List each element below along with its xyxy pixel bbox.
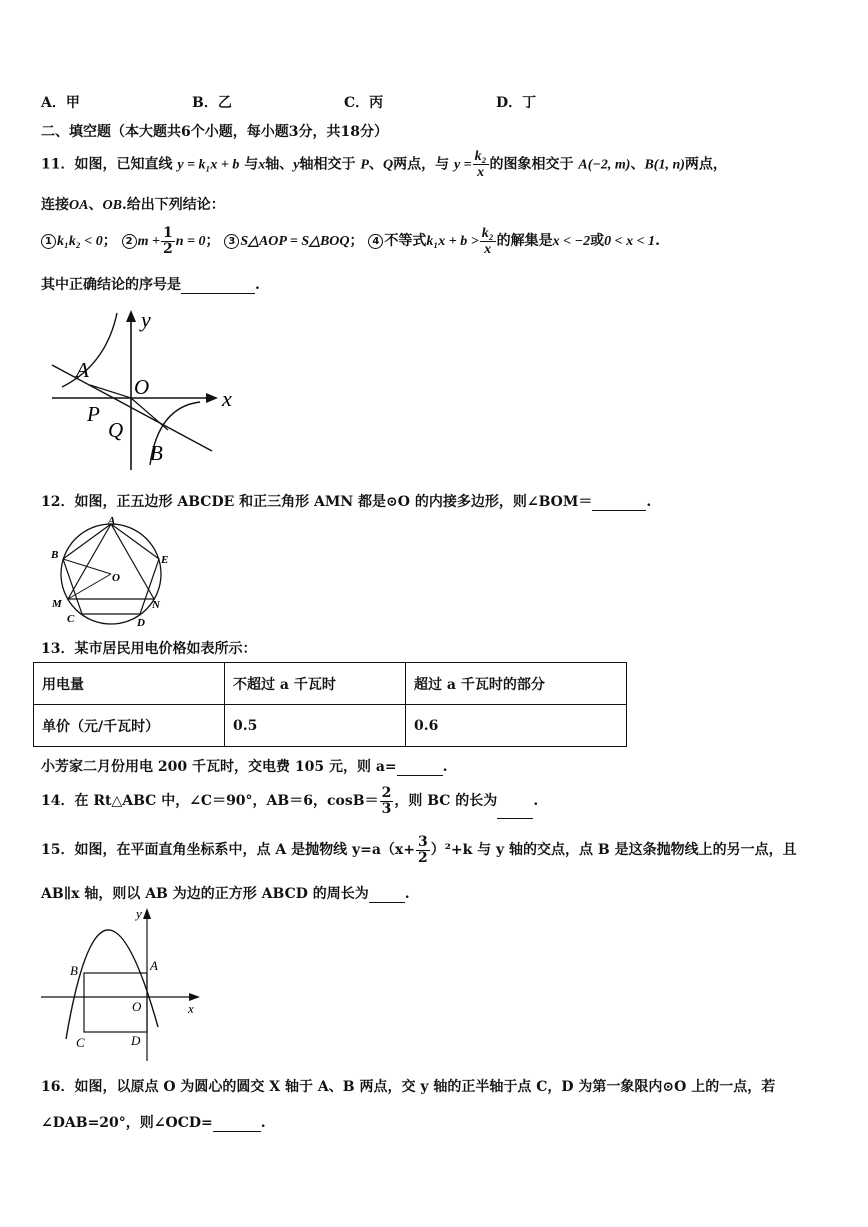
fig15-label-y: y bbox=[136, 906, 142, 921]
table-cell: 0.6 bbox=[406, 705, 627, 747]
fig11-label-a: A bbox=[76, 358, 89, 382]
q11-figure bbox=[40, 305, 250, 475]
fig12-label-n: N bbox=[152, 599, 160, 611]
q14-text: 14．在 Rt△ABC 中，∠C＝90°，AB＝6，cosB＝ $\frac{2}{3}$ ，则 BC 的长为 . bbox=[41, 784, 538, 819]
section-header: 二、填空题（本大题共6个小题，每小题3分，共18分） bbox=[41, 124, 388, 140]
q12-answer-blank[interactable] bbox=[592, 494, 646, 511]
q11-k2-frac: $\frac{\text{k₂}}{x}$ bbox=[474, 149, 487, 180]
q11-conclusions: 1 k₁k₂ < 0； 2 m + $\frac{1}{2}$ n = 0； 3 S△AOP = S△BOQ； 4 不等式k₁x + b > $\frac{\text{k₂}}{x}$ 的解集是x < −2或0 < x < 1. bbox=[41, 224, 660, 259]
fig12-label-d: D bbox=[137, 617, 145, 629]
fig12-label-b: B bbox=[51, 549, 59, 561]
table-cell: 用电量 bbox=[34, 663, 225, 705]
q15-line2: AB∥x 轴，则以 AB 为边的正方形 ABCD 的周长为 . bbox=[41, 886, 410, 902]
table-cell: 0.5 bbox=[225, 705, 406, 747]
q16-line2: ∠DAB=20°，则∠OCD= . bbox=[41, 1115, 266, 1131]
fig15-label-d: D bbox=[131, 1033, 141, 1048]
table-cell: 不超过 a 千瓦时 bbox=[225, 663, 406, 705]
q11-answer-blank[interactable] bbox=[181, 277, 255, 294]
table-cell: 超过 a 千瓦时的部分 bbox=[406, 663, 627, 705]
fig11-label-x: x bbox=[222, 386, 232, 411]
q11-line2: 连接OA、OB.给出下列结论： bbox=[41, 197, 225, 213]
table-row bbox=[34, 705, 627, 747]
q13-after: 小芳家二月份用电 200 千瓦时，交电费 105 元，则 a= . bbox=[41, 759, 448, 775]
table-cell: 单价（元/千瓦时） bbox=[34, 705, 225, 747]
fig12-label-m: M bbox=[52, 598, 62, 610]
q15-figure bbox=[38, 903, 206, 1063]
q13-text: 13．某市居民用电价格如表所示： bbox=[41, 641, 257, 657]
fig12-label-e: E bbox=[161, 554, 169, 566]
choice-c: C．丙 bbox=[344, 95, 384, 111]
q16-answer-blank[interactable] bbox=[213, 1115, 261, 1132]
fig15-label-a: A bbox=[150, 958, 158, 973]
q11-eq-line: y = k₁x + b bbox=[177, 157, 240, 173]
choice-b: B．乙 bbox=[192, 95, 232, 111]
q14-answer-blank[interactable] bbox=[497, 784, 533, 819]
q12-text: 12．如图，正五边形 ABCDE 和正三角形 AMN 都是⊙O 的内接多边形，则∠BOM＝ . bbox=[41, 494, 652, 510]
q11-half-frac: $\frac{1}{2}$ bbox=[163, 224, 173, 257]
q11-answer-line: 其中正确结论的序号是 . bbox=[41, 277, 260, 293]
fig15-label-c: C bbox=[76, 1035, 85, 1050]
fig15-label-b: B bbox=[70, 963, 78, 978]
q15-line1: 15．如图，在平面直角坐标系中，点 A 是抛物线 y=a（x+ $\frac{3}{2}$ ）²+k 与 y 轴的交点，点 B 是这条抛物线上的另一点，且 bbox=[41, 833, 797, 866]
choice-a: A．甲 bbox=[41, 95, 80, 111]
fig11-label-q: Q bbox=[108, 418, 124, 442]
table-row bbox=[34, 663, 627, 705]
price-table bbox=[33, 662, 627, 747]
q15-frac: $\frac{3}{2}$ bbox=[417, 833, 428, 866]
fig12-label-a: A bbox=[108, 515, 116, 527]
q13-answer-blank[interactable] bbox=[397, 759, 443, 776]
fig15-label-o: O bbox=[132, 999, 142, 1014]
fig15-label-x: x bbox=[188, 1001, 194, 1016]
q14-frac: $\frac{2}{3}$ bbox=[381, 784, 392, 817]
q16-line1: 16．如图，以原点 O 为圆心的圆交 X 轴于 A、B 两点，交 y 轴的正半轴于点 C，D 为第一象限内⊙O 上的一点，若 bbox=[41, 1079, 776, 1095]
fig11-label-b: B bbox=[150, 441, 163, 465]
q15-answer-blank[interactable] bbox=[369, 886, 405, 903]
q11-line1: 11．如图，已知直线 y = k₁x + b 与x轴、y轴相交于 P、Q两点，与 y = $\frac{\text{k₂}}{x}$ 的图象相交于 A(−2, m)、B(1, n)两点， bbox=[41, 149, 727, 180]
fig11-label-o: O bbox=[134, 375, 150, 399]
fig12-label-o: O bbox=[112, 572, 120, 584]
q12-figure bbox=[44, 512, 176, 630]
fig12-label-c: C bbox=[67, 613, 75, 625]
fig11-label-y: y bbox=[141, 307, 151, 332]
fig11-label-p: P bbox=[87, 402, 100, 426]
choice-d: D．丁 bbox=[496, 95, 537, 111]
